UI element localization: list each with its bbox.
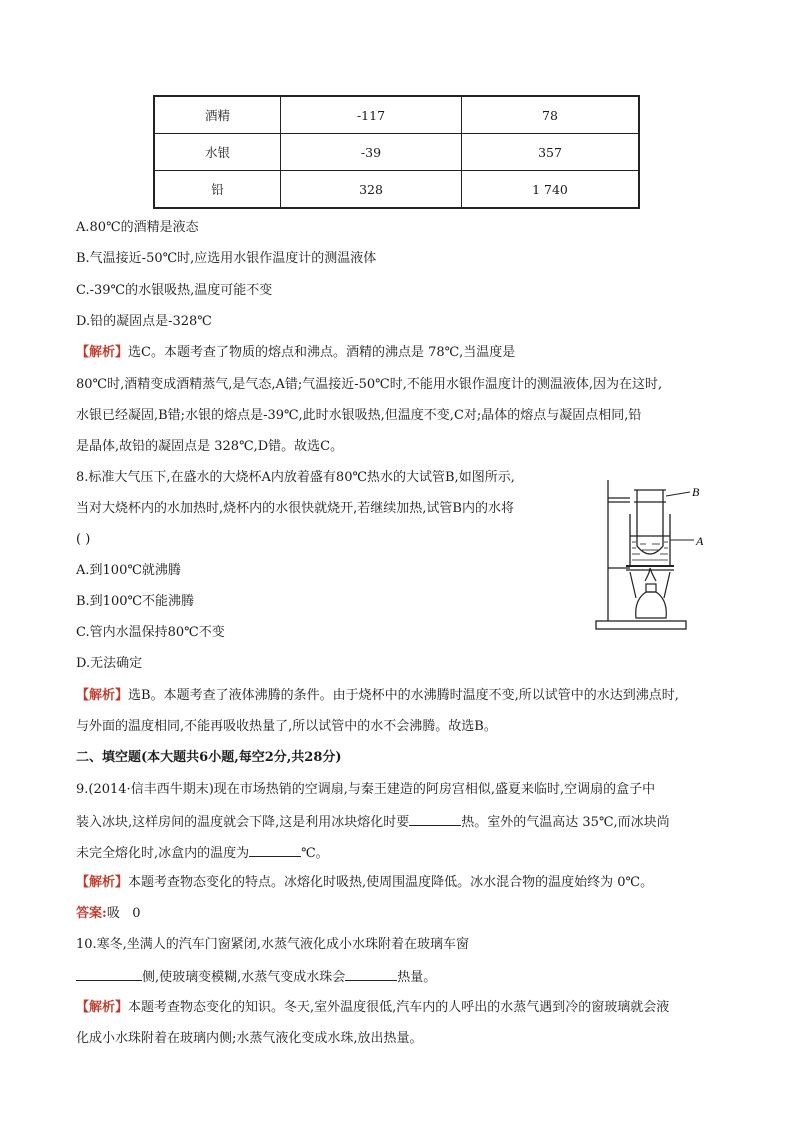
q8-stem-line: ( ) xyxy=(76,532,91,547)
section-title: 二、填空题(本大题共6小题,每空2分,共28分) xyxy=(76,750,342,765)
q7-option-d: D.铅的凝固点是-328℃ xyxy=(76,314,212,329)
heating-apparatus-figure xyxy=(590,478,720,633)
answer-text: 吸 0 xyxy=(106,906,141,921)
analysis-tag: 【解析】 xyxy=(76,688,129,703)
q8-stem-line: 当对大烧杯内的水加热时,烧杯内的水很快就烧开,若继续加热,试管B内的水将 xyxy=(76,501,514,516)
q8-option-a: A.到100℃就沸腾 xyxy=(76,563,181,578)
table-cell: 铅 xyxy=(154,171,281,209)
analysis-text: 选B。本题考查了液体沸腾的条件。由于烧杯中的水沸腾时温度不变,所以试管中的水达到沸点时, xyxy=(128,688,679,703)
q10-analysis-line: 化成小水珠附着在玻璃内侧;水蒸气液化变成水珠,放出热量。 xyxy=(76,1031,423,1046)
q8-analysis-line: 与外面的温度相同,不能再吸收热量了,所以试管中的水不会沸腾。故选B。 xyxy=(76,719,497,734)
analysis-text: 本题考查物态变化的特点。冰熔化时吸热,使周围温度降低。冰水混合物的温度始终为 0℃。 xyxy=(128,875,654,890)
answer-blank xyxy=(409,811,461,826)
test-tube-b xyxy=(637,490,663,554)
q7-analysis-line: 是晶体,故铅的凝固点是 328℃,D错。故选C。 xyxy=(76,439,344,454)
table-cell: -39 xyxy=(281,134,462,171)
label-b: B xyxy=(692,485,700,499)
q10-analysis-line xyxy=(76,998,669,1018)
table-row xyxy=(154,171,639,209)
q8-option-d: D.无法确定 xyxy=(76,656,143,671)
q7-option-c: C.-39℃的水银吸热,温度可能不变 xyxy=(76,283,273,298)
q7-analysis-line: 80℃时,酒精变成酒精蒸气,是气态,A错;气温接近-50℃时,不能用水银作温度计的测温液体,因为在这时, xyxy=(76,377,663,392)
q9-analysis-line xyxy=(76,873,653,893)
q8-stem-line: 8.标准大气压下,在盛水的大烧杯A内放着盛有80℃热水的大试管B,如图所示, xyxy=(76,470,515,485)
table-cell: 酒精 xyxy=(154,96,281,134)
stand-base xyxy=(596,621,686,629)
table-cell: 1 740 xyxy=(462,171,640,209)
q7-option-a: A.80℃的酒精是液态 xyxy=(76,220,199,235)
answer-blank xyxy=(76,966,142,981)
q9-stem-line xyxy=(76,811,670,833)
table-row xyxy=(154,134,639,171)
analysis-text: 选C。本题考查了物质的熔点和沸点。酒精的沸点是 78℃,当温度是 xyxy=(128,345,516,360)
answer-blank xyxy=(249,842,301,857)
table-cell: 78 xyxy=(462,96,640,134)
analysis-text: 本题考查物态变化的知识。冬天,室外温度很低,汽车内的人呼出的水蒸气遇到冷的窗玻璃就会液 xyxy=(128,1000,670,1015)
q8-option-b: B.到100℃不能沸腾 xyxy=(76,594,195,609)
q7-analysis-line: 水银已经凝固,B错;水银的熔点是-39℃,此时水银吸热,但温度不变,C对;晶体的熔点与凝固点相同,铅 xyxy=(76,408,642,423)
table-row xyxy=(154,96,639,134)
q9-text: 未完全熔化时,冰盒内的温度为 xyxy=(76,846,250,861)
q7-analysis-line xyxy=(76,343,515,363)
table-cell: 水银 xyxy=(154,134,281,171)
analysis-tag: 【解析】 xyxy=(76,1000,129,1015)
q8-option-c: C.管内水温保持80℃不变 xyxy=(76,625,225,640)
q10-text: 侧,使玻璃变模糊,水蒸气变成水珠会 xyxy=(142,970,346,985)
q9-text: 装入冰块,这样房间的温度就会下降,这是利用冰块熔化时要 xyxy=(76,815,410,830)
q9-text: ℃。 xyxy=(301,846,329,861)
q9-stem-line xyxy=(76,842,329,864)
analysis-tag: 【解析】 xyxy=(76,345,129,360)
answer-blank xyxy=(345,966,397,981)
q9-text: 热。室外的气温高达 35℃,而冰块尚 xyxy=(461,815,670,830)
q9-answer-line xyxy=(76,904,140,924)
melting-boiling-table xyxy=(153,95,640,209)
table-cell: 328 xyxy=(281,171,462,209)
q10-text: 热量。 xyxy=(397,970,437,985)
label-a: A xyxy=(696,534,704,548)
table-cell: -117 xyxy=(281,96,462,134)
beaker-a xyxy=(630,514,670,566)
q10-stem-line: 10.寒冬,坐满人的汽车门窗紧闭,水蒸气液化成小水珠附着在玻璃车窗 xyxy=(76,937,469,952)
analysis-tag: 【解析】 xyxy=(76,875,129,890)
answer-label: 答案: xyxy=(76,906,107,921)
q9-stem-line: 9.(2014·信丰西牛期末)现在市场热销的空调扇,与秦王建造的阿房宫相似,盛夏来临时,空调扇的盒子中 xyxy=(76,782,656,797)
q7-option-b: B.气温接近-50℃时,应选用水银作温度计的测温液体 xyxy=(76,251,377,266)
q10-stem-line xyxy=(76,966,436,988)
table-cell: 357 xyxy=(462,134,640,171)
q8-analysis-line xyxy=(76,686,679,706)
alcohol-lamp xyxy=(636,592,667,618)
